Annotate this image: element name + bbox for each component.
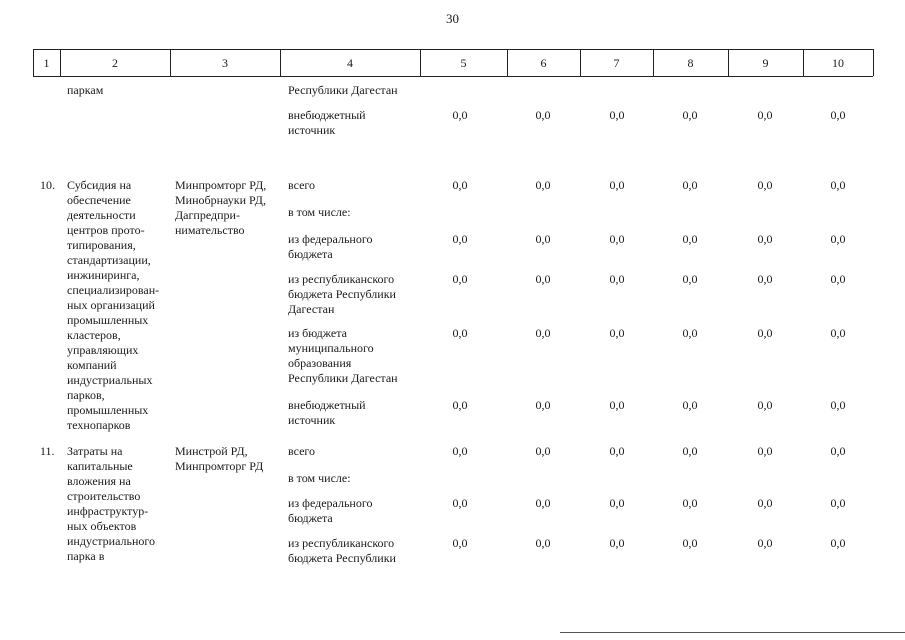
- row-value: 0,0: [452, 536, 468, 550]
- row-value: 0,0: [535, 108, 551, 122]
- page-bottom-edge: [560, 632, 905, 633]
- header-column-divider: [873, 49, 874, 76]
- row-value: 0,0: [609, 496, 625, 510]
- row-value: 0,0: [830, 536, 846, 550]
- row-value: 0,0: [609, 232, 625, 246]
- page-number: 30: [446, 11, 459, 26]
- row-value: 0,0: [609, 398, 625, 412]
- column-header-5: 5: [460, 56, 467, 70]
- column-header-6: 6: [540, 56, 547, 70]
- row-value: 0,0: [682, 326, 698, 340]
- row-value: 0,0: [609, 108, 625, 122]
- row-value: 0,0: [757, 536, 773, 550]
- row-value: 0,0: [452, 272, 468, 286]
- row-value: 0,0: [452, 108, 468, 122]
- row-value: 0,0: [830, 178, 846, 192]
- row-value: 0,0: [757, 326, 773, 340]
- row-value: 0,0: [682, 536, 698, 550]
- column-header-1: 1: [43, 56, 50, 70]
- row-value: 0,0: [682, 496, 698, 510]
- header-bottom-rule: [33, 76, 873, 77]
- row-value: 0,0: [830, 398, 846, 412]
- row-label: из республиканского бюджета Республики: [288, 536, 396, 565]
- row-label: внебюджетный источник: [288, 398, 366, 427]
- row-value: 0,0: [452, 326, 468, 340]
- item-name: Затраты на капитальные вложения на строительство инфраструктур- ных объектов индустриального парка в: [67, 444, 156, 563]
- row-value: 0,0: [757, 398, 773, 412]
- row-label: из бюджета муниципального образования Республики Дагестан: [288, 326, 398, 385]
- row-label: всего: [288, 444, 316, 458]
- row-value: 0,0: [535, 326, 551, 340]
- item-number: 11.: [40, 444, 55, 458]
- row-value: 0,0: [535, 444, 551, 458]
- row-label: внебюджетный источник: [288, 108, 366, 137]
- column-header-4: 4: [347, 56, 353, 70]
- row-value: 0,0: [452, 444, 468, 458]
- row-label: в том числе:: [288, 205, 351, 219]
- row-value: 0,0: [682, 232, 698, 246]
- row-value: 0,0: [830, 326, 846, 340]
- row-value: 0,0: [535, 536, 551, 550]
- row-label: Республики Дагестан: [288, 83, 398, 97]
- row-value: 0,0: [757, 108, 773, 122]
- row-value: 0,0: [757, 496, 773, 510]
- row-value: 0,0: [609, 444, 625, 458]
- column-header-3: 3: [222, 56, 228, 70]
- row-value: 0,0: [830, 232, 846, 246]
- row-value: 0,0: [682, 178, 698, 192]
- row-value: 0,0: [830, 496, 846, 510]
- column-header-2: 2: [112, 56, 118, 70]
- row-label: в том числе:: [288, 471, 351, 485]
- item-executor: Минстрой РД, Минпромторг РД: [175, 444, 264, 473]
- row-value: 0,0: [535, 398, 551, 412]
- row-value: 0,0: [609, 326, 625, 340]
- item-name: Субсидия на обеспечение деятельности центров прото- типирования, стандартизации, инжиниринга, специализирован- ных организаций промышленных кластеров, управляющих компаний индустриальных парков, промышленных технопарков: [67, 178, 160, 432]
- row-value: 0,0: [452, 232, 468, 246]
- item-executor: Минпромторг РД, Минобрнауки РД, Дагпредпри- нимательство: [175, 178, 267, 237]
- continued-item-name: паркам: [67, 83, 104, 97]
- column-header-8: 8: [687, 56, 694, 70]
- row-value: 0,0: [830, 108, 846, 122]
- row-label: всего: [288, 178, 316, 192]
- row-label: из республиканского бюджета Республики Дагестан: [288, 272, 396, 316]
- row-value: 0,0: [452, 496, 468, 510]
- row-value: 0,0: [830, 272, 846, 286]
- row-value: 0,0: [609, 536, 625, 550]
- row-label: из федерального бюджета: [288, 496, 373, 525]
- row-value: 0,0: [757, 178, 773, 192]
- row-value: 0,0: [682, 272, 698, 286]
- item-number: 10.: [40, 178, 55, 192]
- row-label: из федерального бюджета: [288, 232, 373, 261]
- column-header-7: 7: [613, 56, 620, 70]
- header-top-rule: [33, 49, 873, 50]
- row-value: 0,0: [452, 178, 468, 192]
- row-value: 0,0: [682, 398, 698, 412]
- row-value: 0,0: [452, 398, 468, 412]
- row-value: 0,0: [609, 178, 625, 192]
- row-value: 0,0: [535, 496, 551, 510]
- row-value: 0,0: [757, 272, 773, 286]
- row-value: 0,0: [830, 444, 846, 458]
- row-value: 0,0: [535, 272, 551, 286]
- row-value: 0,0: [757, 444, 773, 458]
- row-value: 0,0: [609, 272, 625, 286]
- row-value: 0,0: [682, 444, 698, 458]
- row-value: 0,0: [757, 232, 773, 246]
- row-value: 0,0: [535, 178, 551, 192]
- row-value: 0,0: [535, 232, 551, 246]
- column-header-9: 9: [762, 56, 769, 70]
- row-value: 0,0: [682, 108, 698, 122]
- column-header-10: 10: [832, 56, 844, 70]
